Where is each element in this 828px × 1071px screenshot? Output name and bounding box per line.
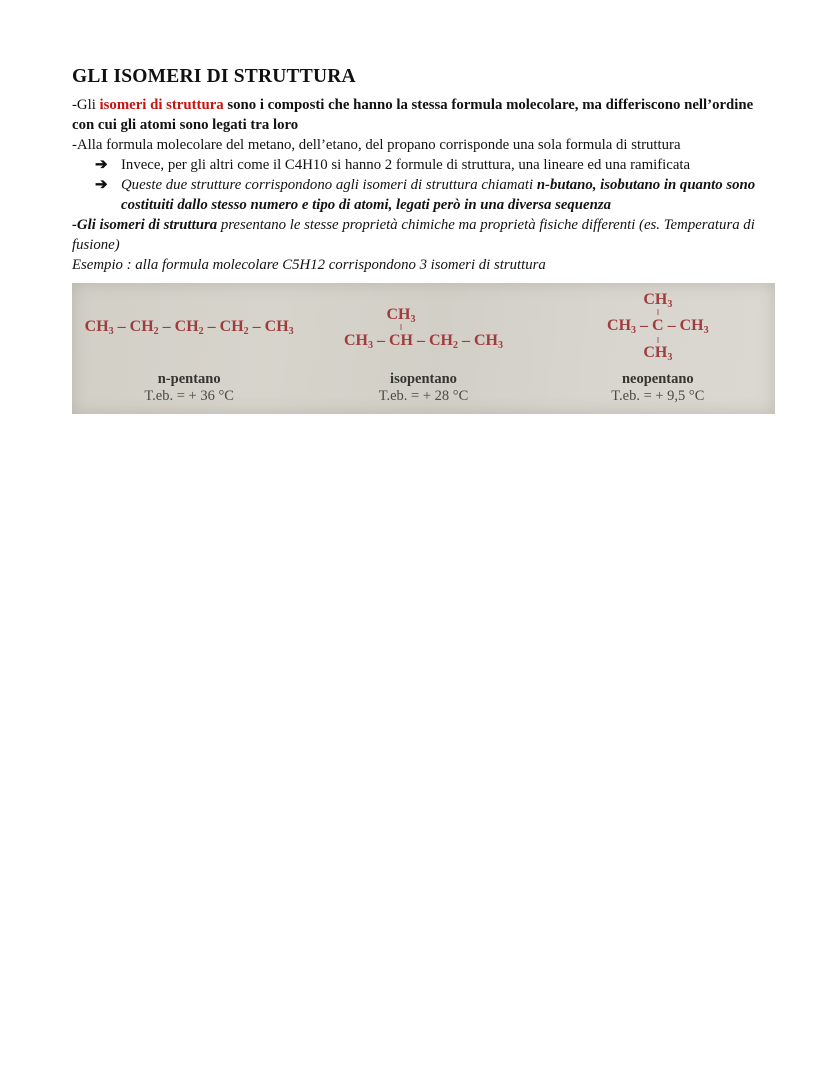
text-run: sono i composti che hanno la stessa formula molecolare, ma differiscono nell’ordine con cui gli atomi sono legati tra loro <box>72 97 754 133</box>
formula-zone <box>72 283 306 371</box>
paragraph-proprieta <box>72 215 772 255</box>
bond-dash: – <box>252 318 261 335</box>
atom-group: $CH_3$ <box>607 317 637 336</box>
bullet-text-1: Invece, per gli altri come il C4H10 si hanno 2 formule di struttura, una lineare ed una ramificata <box>121 157 691 173</box>
paragraph-definition <box>72 95 772 135</box>
atom-group: $CH_3$ <box>643 344 673 363</box>
structure-isopentano <box>306 283 540 414</box>
bond-vertical <box>657 337 659 343</box>
arrow-bullet-icon: ➔ <box>95 157 108 173</box>
bond-vertical <box>400 324 402 330</box>
text-run: presentano le stesse proprietà chimiche ma proprietà fisiche differenti (es. Temperatura di fusione) <box>72 217 755 253</box>
bond-dash: – <box>667 317 676 334</box>
text-run: Queste due strutture corrispondono agli isomeri di struttura chiamati <box>121 177 537 193</box>
bond-dash: – <box>416 332 425 349</box>
bond-dash: – <box>640 317 649 334</box>
branch-bottom <box>643 336 672 361</box>
bullet-item-2 <box>72 175 772 215</box>
text-run: n-butano, isobutano in quanto sono costituiti dallo stesso numero e tipo di atomi, legati però in una diversa sequenza <box>121 177 756 213</box>
bond-dash: – <box>207 318 216 335</box>
atom-group: $CH_3$ <box>473 332 503 351</box>
atom-group: $CH_3$ <box>679 317 709 336</box>
atom-group: CH $CH_3$ <box>386 306 416 349</box>
structure-name: isopentano <box>390 371 457 387</box>
atom-group: $CH_2$ <box>219 318 249 337</box>
atom-group: C $CH_3$ $CH_3$ <box>643 291 673 363</box>
branch-top <box>386 306 415 331</box>
atom-group: $CH_2$ <box>428 332 458 351</box>
paragraph-formula-molecolare: -Alla formula molecolare del metano, dell’etano, del propano corrisponde una sola formula di struttura <box>72 137 681 153</box>
bond-dash: – <box>461 332 470 349</box>
atom-group: $CH_3$ <box>386 306 416 325</box>
bond-vertical <box>657 309 659 315</box>
atom-group: $CH_3$ <box>343 332 373 351</box>
atom-group: $CH_3$ <box>264 318 294 337</box>
page-title: GLI ISOMERI DI STRUTTURA <box>72 66 356 87</box>
structure-neopentano <box>541 283 775 414</box>
formula-chain <box>607 291 709 363</box>
branch-top <box>643 291 672 316</box>
structure-n-pentano <box>72 283 306 414</box>
arrow-bullet-icon: ➔ <box>95 177 108 193</box>
figure-structures <box>72 283 775 414</box>
atom-group: $CH_3$ <box>84 318 114 337</box>
bullet-text-2 <box>121 175 772 215</box>
bullet-item-1 <box>72 155 772 175</box>
formula-chain <box>85 318 294 336</box>
boiling-point: T.eb. = + 9,5 °C <box>611 388 705 404</box>
formula-zone <box>541 283 775 371</box>
atom-group: $CH_3$ <box>643 291 673 310</box>
boiling-point: T.eb. = + 36 °C <box>144 388 234 404</box>
paragraph-esempio: Esempio : alla formula molecolare C5H12 corrispondono 3 isomeri di struttura <box>72 257 546 273</box>
bond-dash: – <box>376 332 385 349</box>
text-run: -Gli isomeri di struttura <box>72 217 218 233</box>
boiling-point: T.eb. = + 28 °C <box>378 388 469 404</box>
text-run: -Gli <box>72 97 100 113</box>
atom-group: $CH_2$ <box>174 318 204 337</box>
structure-name: neopentano <box>621 371 694 387</box>
formula-zone <box>306 283 540 371</box>
highlight-isomeri-di-struttura: isomeri di struttura <box>99 97 224 113</box>
bond-dash: – <box>162 318 171 335</box>
formula-chain <box>343 306 503 351</box>
document-body <box>72 66 772 275</box>
atom-group: $CH_2$ <box>129 318 159 337</box>
bond-dash: – <box>117 318 126 335</box>
structure-name: n-pentano <box>157 371 221 387</box>
